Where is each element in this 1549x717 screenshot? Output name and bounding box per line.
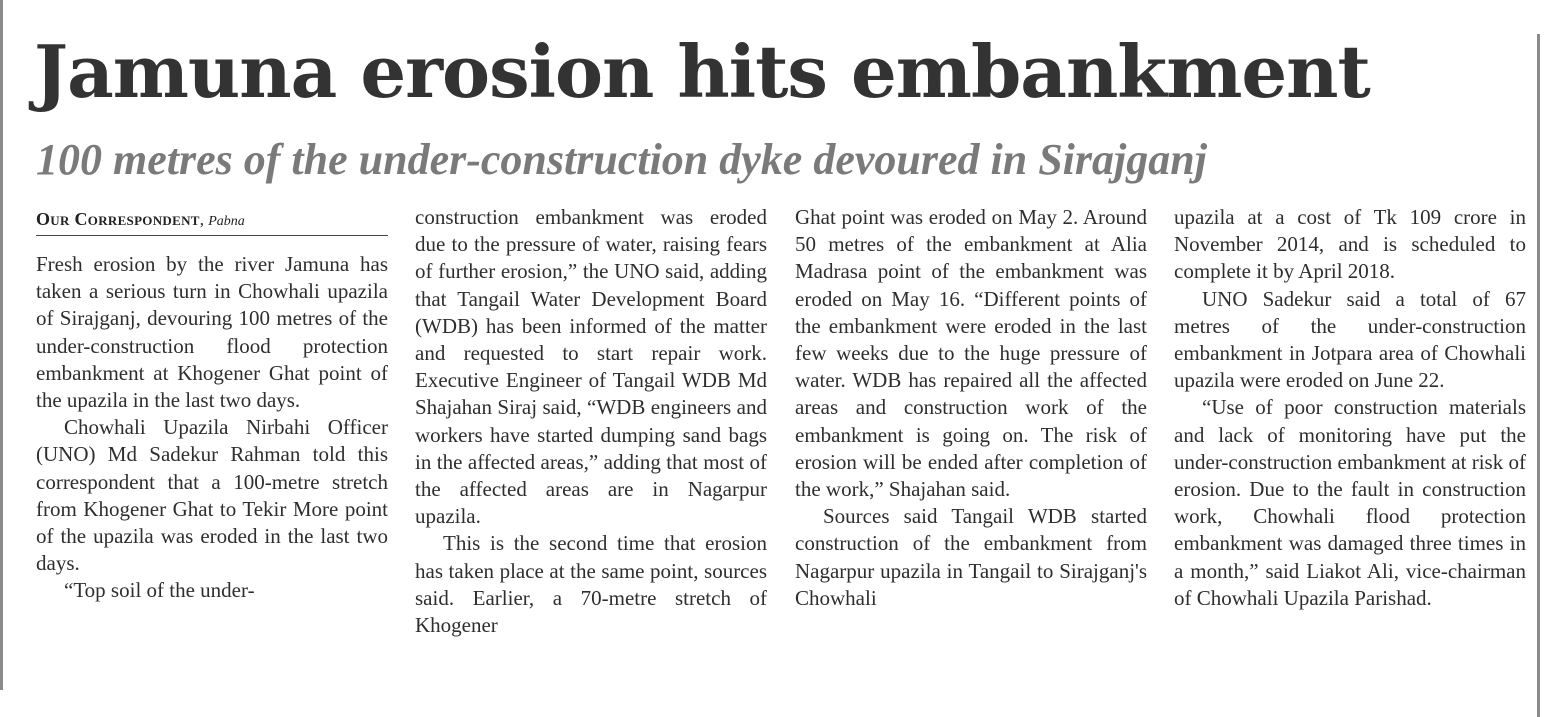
paragraph: This is the second time that erosion has taken place at the same point, sources said. Earlier, a 70-metre stretch of Khogener — [415, 531, 767, 638]
paragraph: Fresh erosion by the river Jamuna has taken a serious turn in Chowhali upazila of Sirajganj, devouring 100 metres of the under-construction flood protection embankment at Khogener Ghat point of the upazila in the last two days. — [36, 252, 388, 413]
left-column-rule — [0, 0, 3, 690]
byline-location: Pabna — [208, 214, 245, 229]
paragraph: “Use of poor construction materials and lack of monitoring have put the under-construction embankment at risk of erosion. Due to the fault in construction work, Chowhali flood protection embankment was damaged three times in a month,” said Liakot Ali, vice-chairman of Chowhali Upazila Parishad. — [1174, 395, 1526, 610]
paragraph: Sources said Tangail WDB started construction of the embankment from Nagarpur upazila in Tangail to Sirajganj's Chowhali — [795, 504, 1147, 610]
paragraph: UNO Sadekur said a total of 67 metres of the under-construction embankment in Jotpara area of Chowhali upazila were eroded on June 22. — [1174, 286, 1526, 393]
paragraph: upazila at a cost of Tk 109 crore in November 2014, and is scheduled to complete it by April 2018. — [1174, 205, 1526, 284]
article-column-1 — [36, 251, 388, 605]
paragraph: Ghat point was eroded on May 2. Around 50 metres of the embankment at Alia Madrasa point of the embankment was eroded on May 16. “Different points of the embankment were eroded in the last few weeks due to the huge pressure of water. WDB has repaired all the affected areas and construction work of the embankment is going on. The risk of erosion will be ended after completion of the work,” Shajahan said. — [795, 205, 1147, 502]
byline — [36, 207, 388, 236]
subheadline: 100 metres of the under-construction dyke devoured in Sirajganj — [36, 135, 1207, 184]
headline: Jamuna erosion hits embankment — [34, 29, 1370, 114]
paragraph: “Top soil of the under- — [64, 578, 255, 603]
article-column-2 — [415, 204, 767, 639]
paragraph: Chowhali Upazila Nirbahi Officer (UNO) Md Sadekur Rahman told this correspondent that a 100-metre stretch from Khogener Ghat to Tekir More point of the upazila was eroded in the last two days. — [36, 415, 388, 576]
article-column-4 — [1174, 204, 1526, 612]
paragraph: construction embankment was eroded due to the pressure of water, raising fears of further erosion,” the UNO said, adding that Tangail Water Development Board (WDB) has been informed of the matter and requested to start repair work. Executive Engineer of Tangail WDB Md Shajahan Siraj said, “WDB engineers and workers have started dumping sand bags in the affected areas,” adding that most of the affected areas are in Nagarpur upazila. — [415, 205, 767, 529]
byline-author: Our Correspondent — [36, 209, 200, 229]
article-column-3 — [795, 204, 1147, 612]
byline-separator: , — [199, 210, 209, 229]
right-column-rule — [1537, 34, 1540, 717]
